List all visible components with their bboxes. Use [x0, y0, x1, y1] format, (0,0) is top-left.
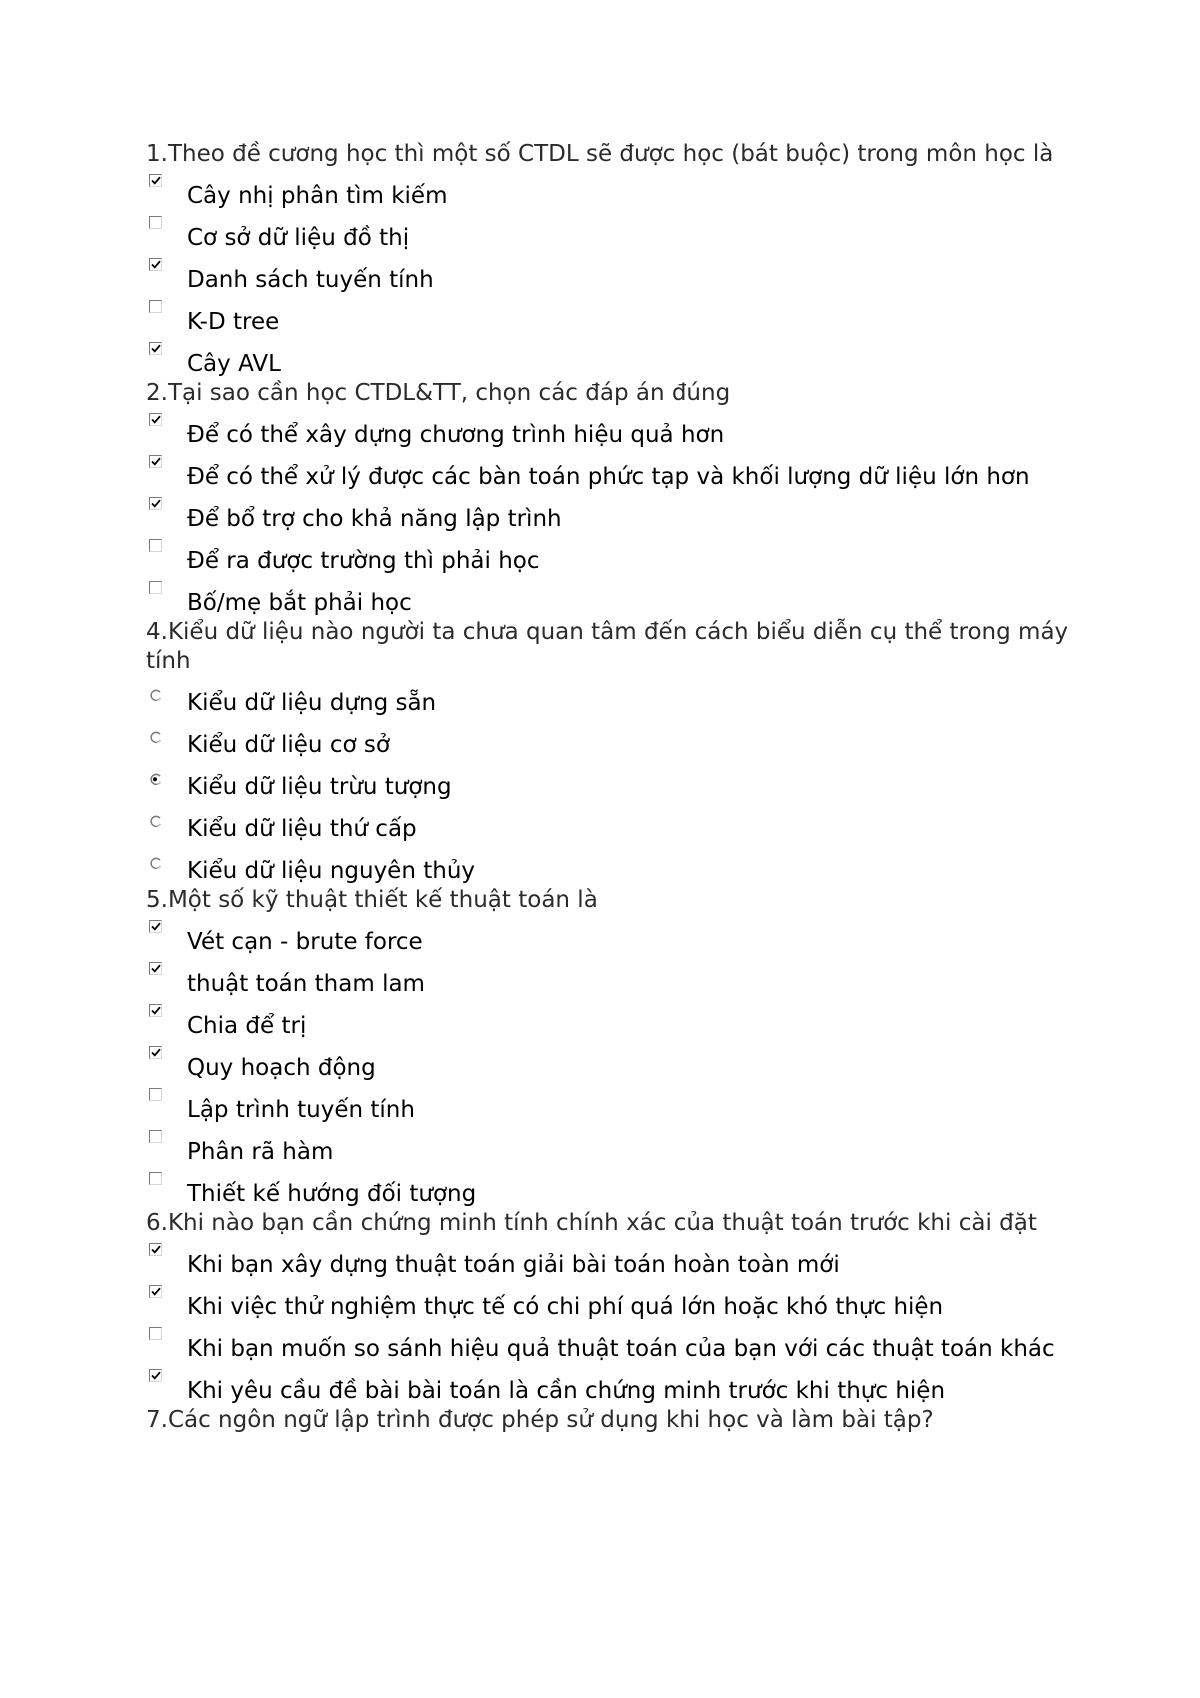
checkbox-option-thuat-toan-tham-lam[interactable] — [146, 970, 1076, 999]
checked-checkbox-icon[interactable] — [149, 174, 162, 187]
option-label: Cơ sở dữ liệu đồ thị — [187, 225, 410, 251]
question-block — [146, 140, 1076, 379]
checked-checkbox-icon[interactable] — [149, 1243, 162, 1256]
option-label: Lập trình tuyến tính — [187, 1097, 415, 1123]
option-label: Quy hoạch động — [187, 1055, 376, 1081]
radio-option-kieu-du-lieu-truu-tuong[interactable] — [146, 773, 1076, 802]
option-label: Kiểu dữ liệu nguyên thủy — [187, 858, 476, 884]
option-label: Khi bạn muốn so sánh hiệu quả thuật toán của bạn với các thuật toán khác — [187, 1336, 1055, 1362]
checkbox-option-de-ra-duoc-truong-thi-phai-hoc[interactable] — [146, 547, 1076, 576]
checked-checkbox-icon[interactable] — [149, 455, 162, 468]
question-block — [146, 1209, 1076, 1406]
option-label: K-D tree — [187, 309, 280, 335]
checkbox-option-khi-yeu-cau-de-bai-bai-toan-la-can-chung[interactable] — [146, 1377, 1076, 1406]
option-label: Để ra được trường thì phải học — [187, 548, 540, 574]
unchecked-checkbox-icon[interactable] — [149, 539, 162, 552]
checked-checkbox-icon[interactable] — [149, 962, 162, 975]
question-block — [146, 618, 1076, 886]
checkbox-option-cay-nhi-phan-tim-kiem[interactable] — [146, 182, 1076, 211]
unchecked-checkbox-icon[interactable] — [149, 1327, 162, 1340]
checked-checkbox-icon[interactable] — [149, 1046, 162, 1059]
checked-checkbox-icon[interactable] — [149, 1369, 162, 1382]
question-block — [146, 1406, 1076, 1435]
checkbox-option-khi-ban-xay-dung-thuat-toan-giai-bai-toa[interactable] — [146, 1251, 1076, 1280]
option-label: Để bổ trợ cho khả năng lập trình — [187, 506, 562, 532]
checked-checkbox-icon[interactable] — [149, 413, 162, 426]
checkbox-option-khi-viec-thu-nghiem-thuc-te-co-chi-phi-q[interactable] — [146, 1293, 1076, 1322]
checkbox-option-de-co-the-xay-dung-chuong-trinh-hieu-qua[interactable] — [146, 421, 1076, 450]
option-label: Kiểu dữ liệu trừu tượng — [187, 774, 452, 800]
checked-checkbox-icon[interactable] — [149, 1004, 162, 1017]
question-title: 4.Kiểu dữ liệu nào người ta chưa quan tâm đến cách biểu diễn cụ thể trong máy tính — [146, 619, 1069, 674]
checked-checkbox-icon[interactable] — [149, 497, 162, 510]
checkbox-option-quy-hoach-dong[interactable] — [146, 1054, 1076, 1083]
checkbox-option-vet-can-brute-force[interactable] — [146, 928, 1076, 957]
option-label: Khi bạn xây dựng thuật toán giải bài toán hoàn toàn mới — [187, 1252, 840, 1278]
checkbox-option-khi-ban-muon-so-sanh-hieu-qua-thuat-toan[interactable] — [146, 1335, 1076, 1364]
checked-checkbox-icon[interactable] — [149, 920, 162, 933]
option-label: Vét cạn - brute force — [187, 929, 423, 955]
option-label: thuật toán tham lam — [187, 971, 425, 997]
selected-radio-icon[interactable] — [149, 765, 161, 777]
checked-checkbox-icon[interactable] — [149, 1285, 162, 1298]
option-label: Kiểu dữ liệu cơ sở — [187, 732, 390, 758]
question-title: 1.Theo đề cương học thì một số CTDL sẽ được học (bát buộc) trong môn học là — [146, 141, 1054, 167]
checkbox-option-bo-me-bat-phai-hoc[interactable] — [146, 589, 1076, 618]
checked-checkbox-icon[interactable] — [149, 258, 162, 271]
checkbox-option-de-bo-tro-cho-kha-nang-lap-trinh[interactable] — [146, 505, 1076, 534]
option-label: Thiết kế hướng đối tượng — [187, 1181, 477, 1207]
unchecked-checkbox-icon[interactable] — [149, 1172, 162, 1185]
question-title: 7.Các ngôn ngữ lập trình được phép sử dụng khi học và làm bài tập? — [146, 1407, 934, 1433]
question-title: 6.Khi nào bạn cần chứng minh tính chính xác của thuật toán trước khi cài đặt — [146, 1210, 1037, 1236]
unselected-radio-icon[interactable] — [149, 849, 161, 861]
option-label: Kiểu dữ liệu thứ cấp — [187, 816, 417, 842]
checkbox-option-cay-avl[interactable] — [146, 350, 1076, 379]
checkbox-option-lap-trinh-tuyen-tinh[interactable] — [146, 1096, 1076, 1125]
option-label: Khi yêu cầu đề bài bài toán là cần chứng minh trước khi thực hiện — [187, 1378, 946, 1404]
checkbox-option-phan-ra-ham[interactable] — [146, 1138, 1076, 1167]
option-label: Khi việc thử nghiệm thực tế có chi phí quá lớn hoặc khó thực hiện — [187, 1294, 944, 1320]
radio-option-kieu-du-lieu-thu-cap[interactable] — [146, 815, 1076, 844]
option-label: Kiểu dữ liệu dựng sẵn — [187, 690, 437, 716]
option-label: Cây AVL — [187, 351, 281, 377]
unselected-radio-icon[interactable] — [149, 681, 161, 693]
checkbox-option-danh-sach-tuyen-tinh[interactable] — [146, 266, 1076, 295]
question-title: 2.Tại sao cần học CTDL&TT, chọn các đáp án đúng — [146, 380, 731, 406]
option-label: Bố/mẹ bắt phải học — [187, 590, 412, 616]
option-label: Danh sách tuyến tính — [187, 267, 434, 293]
unselected-radio-icon[interactable] — [149, 807, 161, 819]
checkbox-option-k-d-tree[interactable] — [146, 308, 1076, 337]
checkbox-option-chia-de-tri[interactable] — [146, 1012, 1076, 1041]
question-block — [146, 886, 1076, 1209]
radio-option-kieu-du-lieu-co-so[interactable] — [146, 731, 1076, 760]
unselected-radio-icon[interactable] — [149, 723, 161, 735]
option-label: Để có thể xây dựng chương trình hiệu quả hơn — [187, 422, 725, 448]
quiz-document — [146, 140, 1076, 1435]
question-block — [146, 379, 1076, 618]
checkbox-option-de-co-the-xu-ly-duoc-cac-ban-toan-phuc-t[interactable] — [146, 463, 1076, 492]
unchecked-checkbox-icon[interactable] — [149, 1088, 162, 1101]
option-label: Để có thể xử lý được các bàn toán phức tạp và khối lượng dữ liệu lớn hơn — [187, 464, 1030, 490]
option-label: Chia để trị — [187, 1013, 307, 1039]
checkbox-option-co-so-du-lieu-do-thi[interactable] — [146, 224, 1076, 253]
radio-option-kieu-du-lieu-nguyen-thuy[interactable] — [146, 857, 1076, 886]
unchecked-checkbox-icon[interactable] — [149, 1130, 162, 1143]
option-label: Phân rã hàm — [187, 1139, 334, 1165]
checked-checkbox-icon[interactable] — [149, 342, 162, 355]
checkbox-option-thiet-ke-huong-doi-tuong[interactable] — [146, 1180, 1076, 1209]
unchecked-checkbox-icon[interactable] — [149, 300, 162, 313]
unchecked-checkbox-icon[interactable] — [149, 581, 162, 594]
question-title: 5.Một số kỹ thuật thiết kế thuật toán là — [146, 887, 598, 913]
option-label: Cây nhị phân tìm kiếm — [187, 183, 448, 209]
radio-option-kieu-du-lieu-dung-san[interactable] — [146, 689, 1076, 718]
unchecked-checkbox-icon[interactable] — [149, 216, 162, 229]
